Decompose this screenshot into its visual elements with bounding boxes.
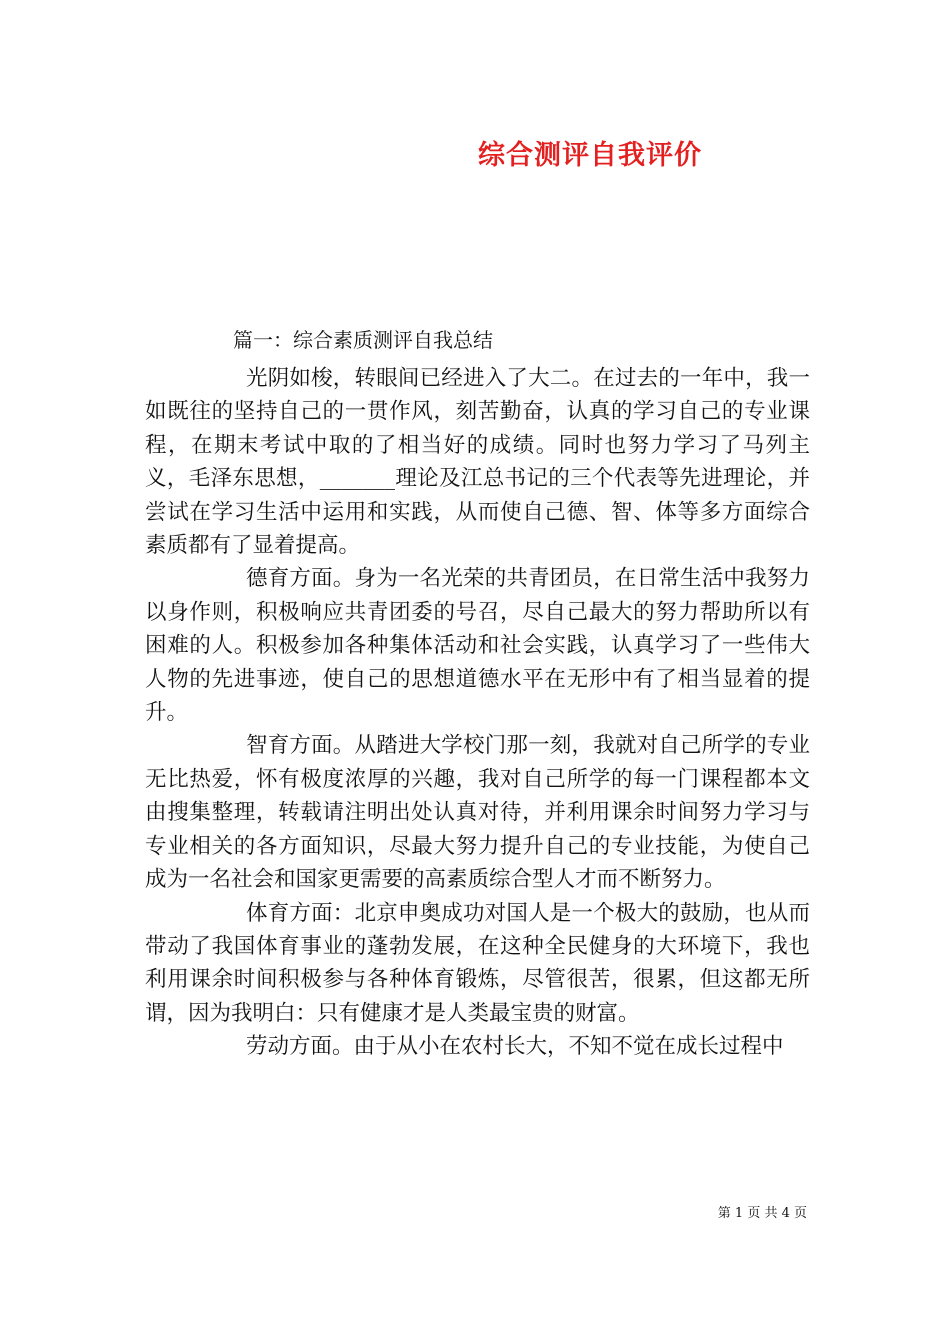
section-heading: 篇一：综合素质测评自我总结 [233, 328, 493, 352]
page-footer: 第 1 页 共 4 页 [717, 1206, 807, 1221]
paragraph-intellectual: 智育方面。从踏进大学校门那一刻，我就对自己所学的专业无比热爱，怀有极度浓厚的兴趣，我对自己所学的每一门课程都本文由搜集整理，转载请注明出处认真对待，并利用课余时间努力学习与专业相关的各方面知识，尽最大努力提升自己的专业技能，为使自己成为一名社会和国家更需要的高素质综合型人才而不断努力。 [145, 733, 810, 893]
document-body [145, 362, 810, 1064]
paragraph-labor: 劳动方面。由于从小在农村长大，不知不觉在成长过程中 [246, 1034, 784, 1060]
paragraph-physical: 体育方面：北京申奥成功对国人是一个极大的鼓励，也从而带动了我国体育事业的蓬勃发展，在这种全民健身的大环境下，我也利用课余时间积极参与各种体育锻炼，尽管很苦，很累，但这都无所谓，因为我明白：只有健康才是人类最宝贵的财富。 [145, 900, 810, 1026]
paragraph-intro: 光阴如梭，转眼间已经进入了大二。在过去的一年中，我一如既往的坚持自己的一贯作风，刻苦勤奋，认真的学习自己的专业课程，在期末考试中取的了相当好的成绩。同时也努力学习了马列主义，毛泽东思想，_______理论及江总书记的三个代表等先进理论，并尝试在学习生活中运用和实践，从而使自己德、智、体等多方面综合素质都有了显着提高。 [145, 366, 810, 559]
paragraph-moral: 德育方面。身为一名光荣的共青团员，在日常生活中我努力以身作则，积极响应共青团委的号召，尽自己最大的努力帮助所以有困难的人。积极参加各种集体活动和社会实践，认真学习了一些伟大人物的先进事迹，使自己的思想道德水平在无形中有了相当显着的提升。 [145, 566, 810, 726]
document-title: 综合测评自我评价 [478, 140, 702, 171]
